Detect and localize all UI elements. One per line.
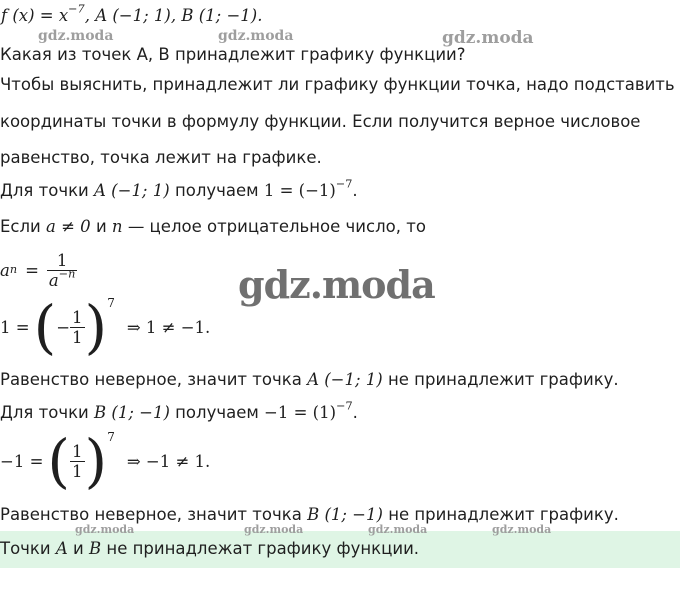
- function-expression: f (x) = x: [1, 6, 69, 25]
- calculation-b: −1 = ( $\frac{1}{1}$ ) 7 ⇒ −1 ≠ 1.: [0, 427, 211, 495]
- answer-text: Точки A и B не принадлежат графику функции.: [0, 539, 420, 558]
- explanation-line-1: Чтобы выяснить, принадлежит ли графику функции точка, надо подставить: [0, 75, 675, 94]
- watermark: gdz.moda: [218, 28, 294, 44]
- conclusion-b: Равенство неверное, значит точка B (1; −1) не принадлежит графику.: [0, 505, 619, 524]
- point-b-label: B (1; −1): [94, 403, 170, 422]
- point-a-equation: 1 = (−1): [263, 181, 336, 200]
- point-a-label: A (−1; 1): [94, 181, 170, 200]
- point-a-line: Для точки A (−1; 1) получаем $1 = (-1)^{-7}$.: [0, 177, 358, 200]
- watermark: gdz.moda: [38, 28, 114, 44]
- calculation-a: 1 = ( − $\frac{1}{1}$ ) 7 ⇒ 1 ≠ −1.: [0, 293, 211, 361]
- negative-power-rule: a n = $\frac{1}{a^{-n}}$: [0, 250, 76, 290]
- rule-line: Если a ≠ 0 и n — целое отрицательное число, то: [0, 217, 426, 236]
- watermark: gdz.moda: [368, 523, 428, 536]
- watermark: gdz.moda: [244, 523, 304, 536]
- explanation-line-2: координаты точки в формулу функции. Если получится верное числовое: [0, 112, 641, 131]
- calc-a-fraction: $\frac{1}{1}$: [72, 307, 83, 347]
- point-b-equation: −1 = (1): [264, 403, 337, 422]
- watermark: gdz.moda: [442, 28, 534, 48]
- condition-formula: f $(x) = x^{-7}$, A (−1; 1), B (1; −1).: [1, 2, 263, 25]
- watermark: gdz.moda: [75, 523, 135, 536]
- conclusion-a: Равенство неверное, значит точка A (−1; 1) не принадлежит графику.: [0, 370, 619, 389]
- watermark: gdz.moda: [492, 523, 552, 536]
- explanation-line-3: равенство, точка лежит на графике.: [0, 148, 322, 167]
- calc-b-fraction: $\frac{1}{1}$: [72, 441, 83, 481]
- point-b-line: Для точки B (1; −1) получаем $-1 = (1)^{-7}$.: [0, 399, 358, 422]
- watermark: gdz.moda: [238, 262, 435, 307]
- rule-fraction: $\frac{1}{a^{-n}}$: [48, 250, 76, 290]
- question-text: Какая из точек A, B принадлежит графику функции?: [0, 45, 466, 64]
